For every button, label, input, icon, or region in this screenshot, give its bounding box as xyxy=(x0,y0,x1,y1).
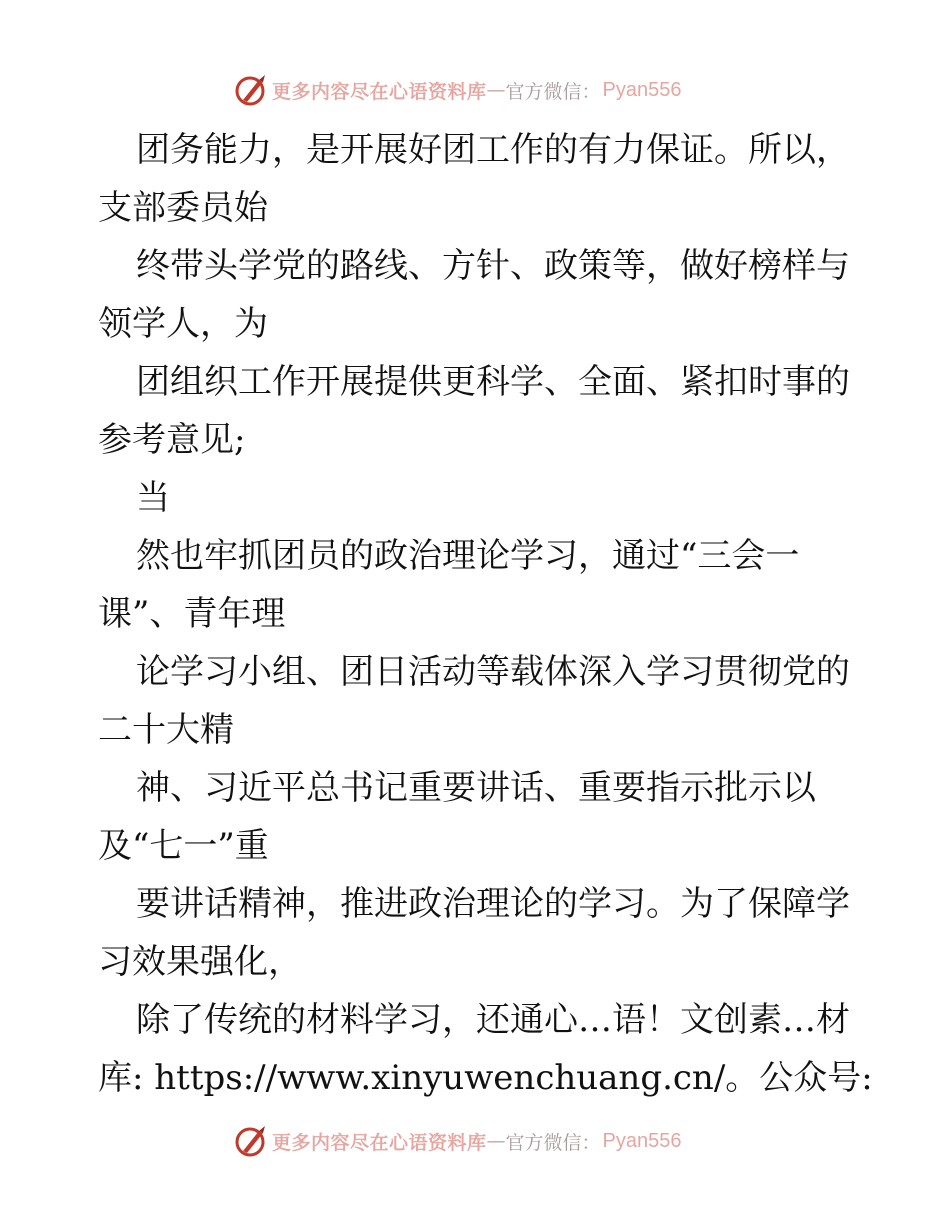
watermark-separator: — xyxy=(486,1130,506,1152)
watermark-wechat-id: Pyan556 xyxy=(602,78,682,101)
text-line: 论学习小组、团日活动等载体深入学习贯彻党的 xyxy=(136,652,850,692)
text-line: 库: https://www.xinyuwenchuang.cn/。公众号: xyxy=(98,1058,873,1098)
text-line: 要讲话精神，推进政治理论的学习。为了保障学 xyxy=(136,884,850,924)
document-body xyxy=(98,121,873,1107)
text-line: 团务能力，是开展好团工作的有力保证。所以， xyxy=(136,130,850,170)
text-line: 及“七一”重 xyxy=(98,826,269,866)
text-line: 除了传统的材料学习，还通心…语！文创素…材 xyxy=(136,1000,850,1040)
watermark-brand-text: 更多内容尽在心语资料库 xyxy=(272,80,487,103)
text-line: 二十大精 xyxy=(98,710,234,750)
watermark-wechat-id: Pyan556 xyxy=(602,1129,682,1152)
quill-pen-logo-icon xyxy=(234,73,268,107)
header-watermark xyxy=(234,70,682,110)
text-line: 课”、青年理 xyxy=(98,594,286,634)
text-line: 领学人，为 xyxy=(98,304,268,344)
text-line: 团组织工作开展提供更科学、全面、紧扣时事的 xyxy=(136,362,850,402)
text-line: 然也牢抓团员的政治理论学习，通过“三会一 xyxy=(136,536,800,576)
watermark-separator: — xyxy=(486,79,506,101)
watermark-label: 官方微信： xyxy=(505,1131,601,1154)
footer-watermark xyxy=(234,1121,682,1161)
text-line: 支部委员始 xyxy=(98,188,268,228)
watermark-label: 官方微信： xyxy=(505,80,601,103)
quill-pen-logo-icon xyxy=(234,1124,268,1158)
text-line: 习效果强化， xyxy=(98,942,302,982)
watermark-brand-text: 更多内容尽在心语资料库 xyxy=(272,1131,487,1154)
text-line: 终带头学党的路线、方针、政策等，做好榜样与 xyxy=(136,246,850,286)
text-line: 参考意见; xyxy=(98,420,246,460)
text-line: 当 xyxy=(136,478,170,518)
text-line: 神、习近平总书记重要讲话、重要指示批示以 xyxy=(136,768,816,808)
